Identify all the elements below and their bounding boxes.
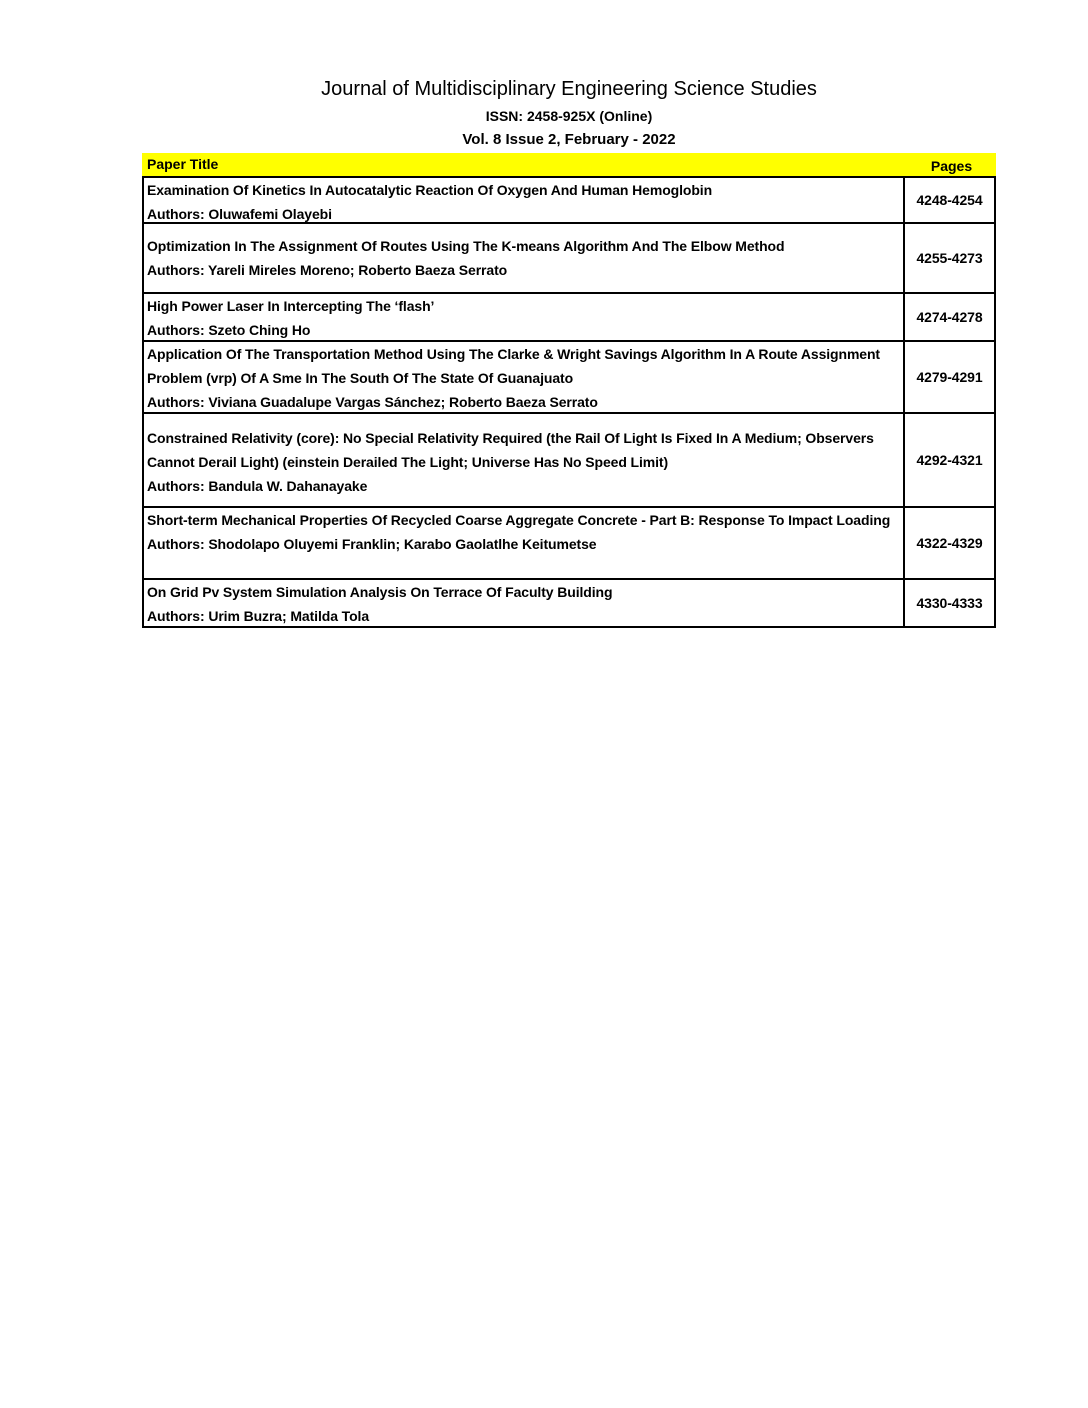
table-row [144,506,994,578]
header-pages: Pages [930,158,973,174]
table-header [142,153,996,176]
paper-cell [144,414,905,506]
paper-authors: Authors: Bandula W. Dahanayake [147,478,368,494]
table-of-contents [142,153,996,628]
paper-authors: Authors: Szeto Ching Ho [147,322,311,338]
journal-issn: ISSN: 2458-925X (Online) [485,108,653,124]
paper-cell [144,342,905,412]
table-row [144,292,994,340]
paper-pages: 4274-4278 [916,309,983,325]
paper-cell [144,580,905,626]
table-row [144,178,994,222]
paper-title: Examination Of Kinetics In Autocatalytic Reaction Of Oxygen And Human Hemoglobin [147,182,713,198]
table-row [144,340,994,412]
table-row [144,222,994,292]
paper-cell [144,224,905,292]
paper-pages: 4255-4273 [916,250,983,266]
paper-pages: 4279-4291 [916,369,983,385]
table-row [144,578,994,626]
paper-authors: Authors: Viviana Guadalupe Vargas Sánchez; Roberto Baeza Serrato [147,394,598,410]
table-row [144,412,994,506]
paper-title: Short-term Mechanical Properties Of Recycled Coarse Aggregate Concrete - Part B: Response To Impact Loading [147,512,891,528]
paper-title: Constrained Relativity (core): No Special Relativity Required (the Rail Of Light Is Fixed In A Medium; Observers Cannot Derail Light) (einstein Derailed The Light; Universe Has No Speed Limit) [147,430,874,470]
paper-pages: 4330-4333 [916,595,983,611]
paper-pages: 4248-4254 [916,192,983,208]
paper-cell [144,294,905,340]
paper-authors: Authors: Shodolapo Oluyemi Franklin; Karabo Gaolatlhe Keitumetse [147,536,597,552]
paper-pages: 4292-4321 [916,452,983,468]
paper-cell [144,508,905,578]
paper-title: High Power Laser In Intercepting The ‘flash’ [147,298,435,314]
journal-volume: Vol. 8 Issue 2, February - 2022 [462,131,676,148]
journal-title: Journal of Multidisciplinary Engineering Science Studies [321,78,817,100]
paper-title: Application Of The Transportation Method Using The Clarke & Wright Savings Algorithm In A Route Assignment Problem (vrp) Of A Sme In The South Of The State Of Guanajuato [147,346,880,386]
paper-pages: 4322-4329 [916,535,983,551]
paper-authors: Authors: Oluwafemi Olayebi [147,206,332,222]
header-paper-title: Paper Title [147,156,219,172]
table-body [142,176,996,628]
paper-title: Optimization In The Assignment Of Routes Using The K-means Algorithm And The Elbow Method [147,238,785,254]
paper-authors: Authors: Yareli Mireles Moreno; Roberto Baeza Serrato [147,262,508,278]
paper-authors: Authors: Urim Buzra; Matilda Tola [147,608,370,624]
paper-cell [144,178,905,222]
paper-title: On Grid Pv System Simulation Analysis On Terrace Of Faculty Building [147,584,613,600]
